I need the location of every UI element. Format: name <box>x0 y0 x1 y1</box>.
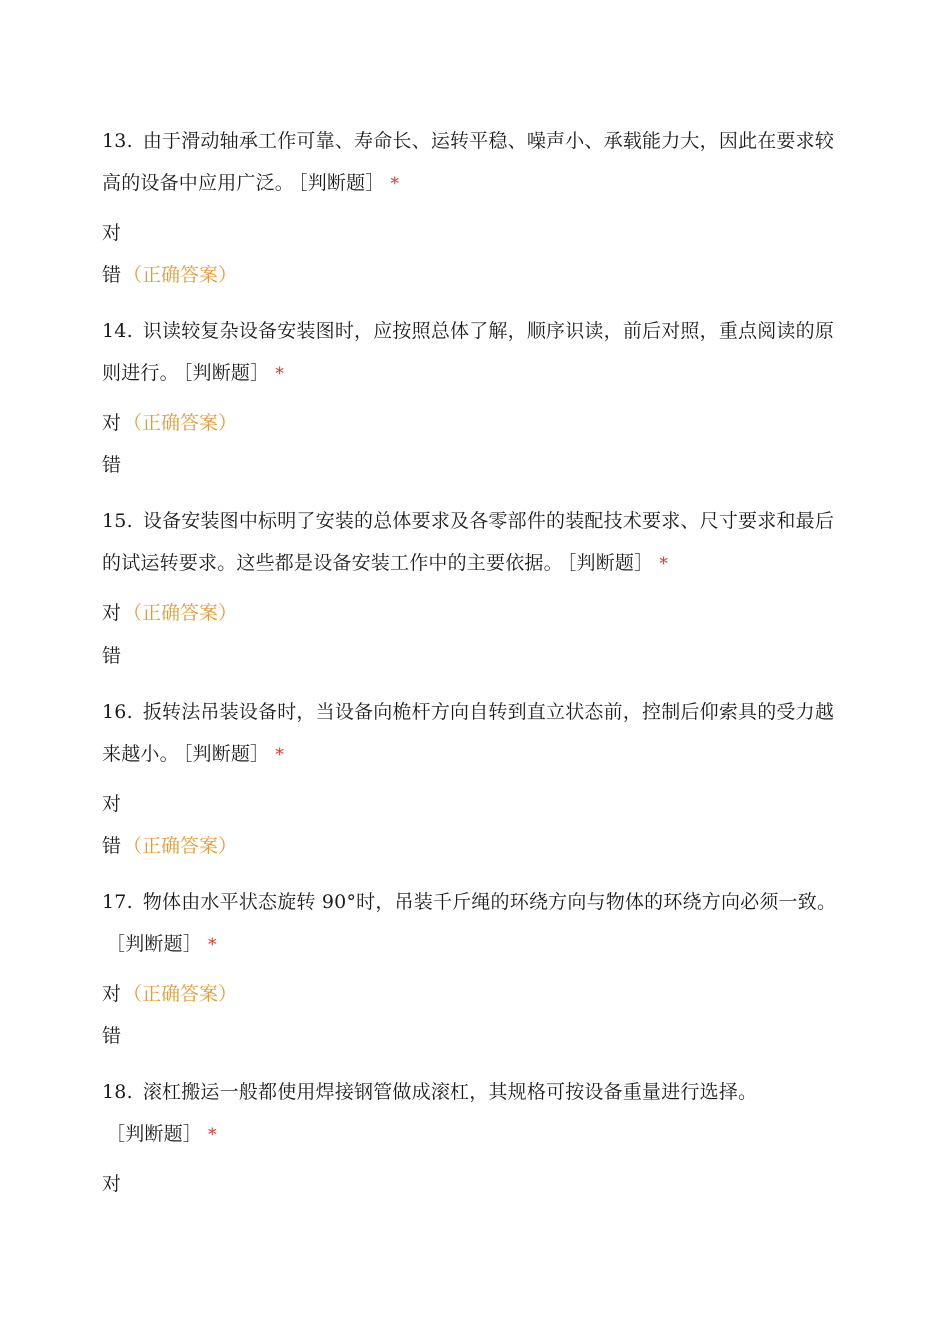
question-number: 13. <box>102 130 133 152</box>
question-text <box>102 500 842 585</box>
option-label: 错 <box>102 1025 122 1047</box>
question-number: 16. <box>102 701 133 723</box>
question-number: 17. <box>102 891 133 913</box>
option-label: 错 <box>102 835 122 857</box>
question-16 <box>102 691 842 776</box>
question-type: ［判断题］ <box>298 172 385 194</box>
question-type: ［判断题］ <box>106 933 203 955</box>
option-13-false[interactable] <box>102 261 237 289</box>
question-text <box>102 120 842 205</box>
option-label: 对 <box>102 983 122 1005</box>
required-mark: * <box>275 745 285 765</box>
question-18 <box>102 1071 842 1156</box>
required-mark: * <box>208 935 217 955</box>
question-type: ［判断题］ <box>566 552 654 574</box>
question-15 <box>102 500 842 585</box>
correct-answer-tag: （正确答案） <box>123 264 238 286</box>
question-text <box>102 310 842 395</box>
option-16-true[interactable] <box>102 790 123 818</box>
option-13-true[interactable] <box>102 219 123 247</box>
option-label: 对 <box>102 1173 122 1195</box>
option-label: 对 <box>102 602 122 624</box>
required-mark: * <box>208 1125 217 1145</box>
question-type: ［判断题］ <box>106 1123 203 1145</box>
question-number: 18. <box>102 1081 133 1103</box>
question-body: 滚杠搬运一般都使用焊接钢管做成滚杠，其规格可按设备重量进行选择。 <box>142 1081 758 1103</box>
question-type: ［判断题］ <box>182 743 270 765</box>
option-17-false[interactable] <box>102 1022 123 1050</box>
option-label: 对 <box>102 793 122 815</box>
required-mark: * <box>275 364 285 384</box>
option-label: 错 <box>102 264 122 286</box>
question-text <box>102 881 842 966</box>
question-body: 物体由水平状态旋转 90°时，吊装千斤绳的环绕方向与物体的环绕方向必须一致。 <box>142 891 837 913</box>
question-14 <box>102 310 842 395</box>
required-mark: * <box>390 174 400 194</box>
correct-answer-tag: （正确答案） <box>123 412 238 434</box>
correct-answer-tag: （正确答案） <box>123 602 238 624</box>
question-17 <box>102 881 842 966</box>
option-14-false[interactable] <box>102 451 123 479</box>
question-body: 设备安装图中标明了安装的总体要求及各零部件的装配技术要求、尺寸要求和最后的试运转要求。这些都是设备安装工作中的主要依据。 <box>102 510 835 574</box>
option-18-true[interactable] <box>102 1170 123 1198</box>
option-label: 对 <box>102 412 122 434</box>
correct-answer-tag: （正确答案） <box>123 835 238 857</box>
question-text <box>102 691 842 776</box>
question-body: 扳转法吊装设备时，当设备向桅杆方向自转到直立状态前，控制后仰索具的受力越来越小。 <box>102 701 835 765</box>
option-14-true[interactable] <box>102 409 237 437</box>
question-text <box>102 1071 842 1156</box>
question-body: 识读较复杂设备安装图时，应按照总体了解，顺序识读，前后对照，重点阅读的原则进行。 <box>102 320 835 384</box>
question-type: ［判断题］ <box>182 362 270 384</box>
option-15-true[interactable] <box>102 599 237 627</box>
question-body: 由于滑动轴承工作可靠、寿命长、运转平稳、噪声小、承载能力大，因此在要求较高的设备中应用广泛。 <box>102 130 835 194</box>
question-number: 14. <box>102 320 133 342</box>
correct-answer-tag: （正确答案） <box>123 983 238 1005</box>
question-number: 15. <box>102 510 133 532</box>
option-label: 错 <box>102 645 122 667</box>
option-16-false[interactable] <box>102 832 237 860</box>
option-label: 错 <box>102 454 122 476</box>
required-mark: * <box>659 554 669 574</box>
option-label: 对 <box>102 222 122 244</box>
option-17-true[interactable] <box>102 980 237 1008</box>
question-13 <box>102 120 842 205</box>
option-15-false[interactable] <box>102 642 123 670</box>
